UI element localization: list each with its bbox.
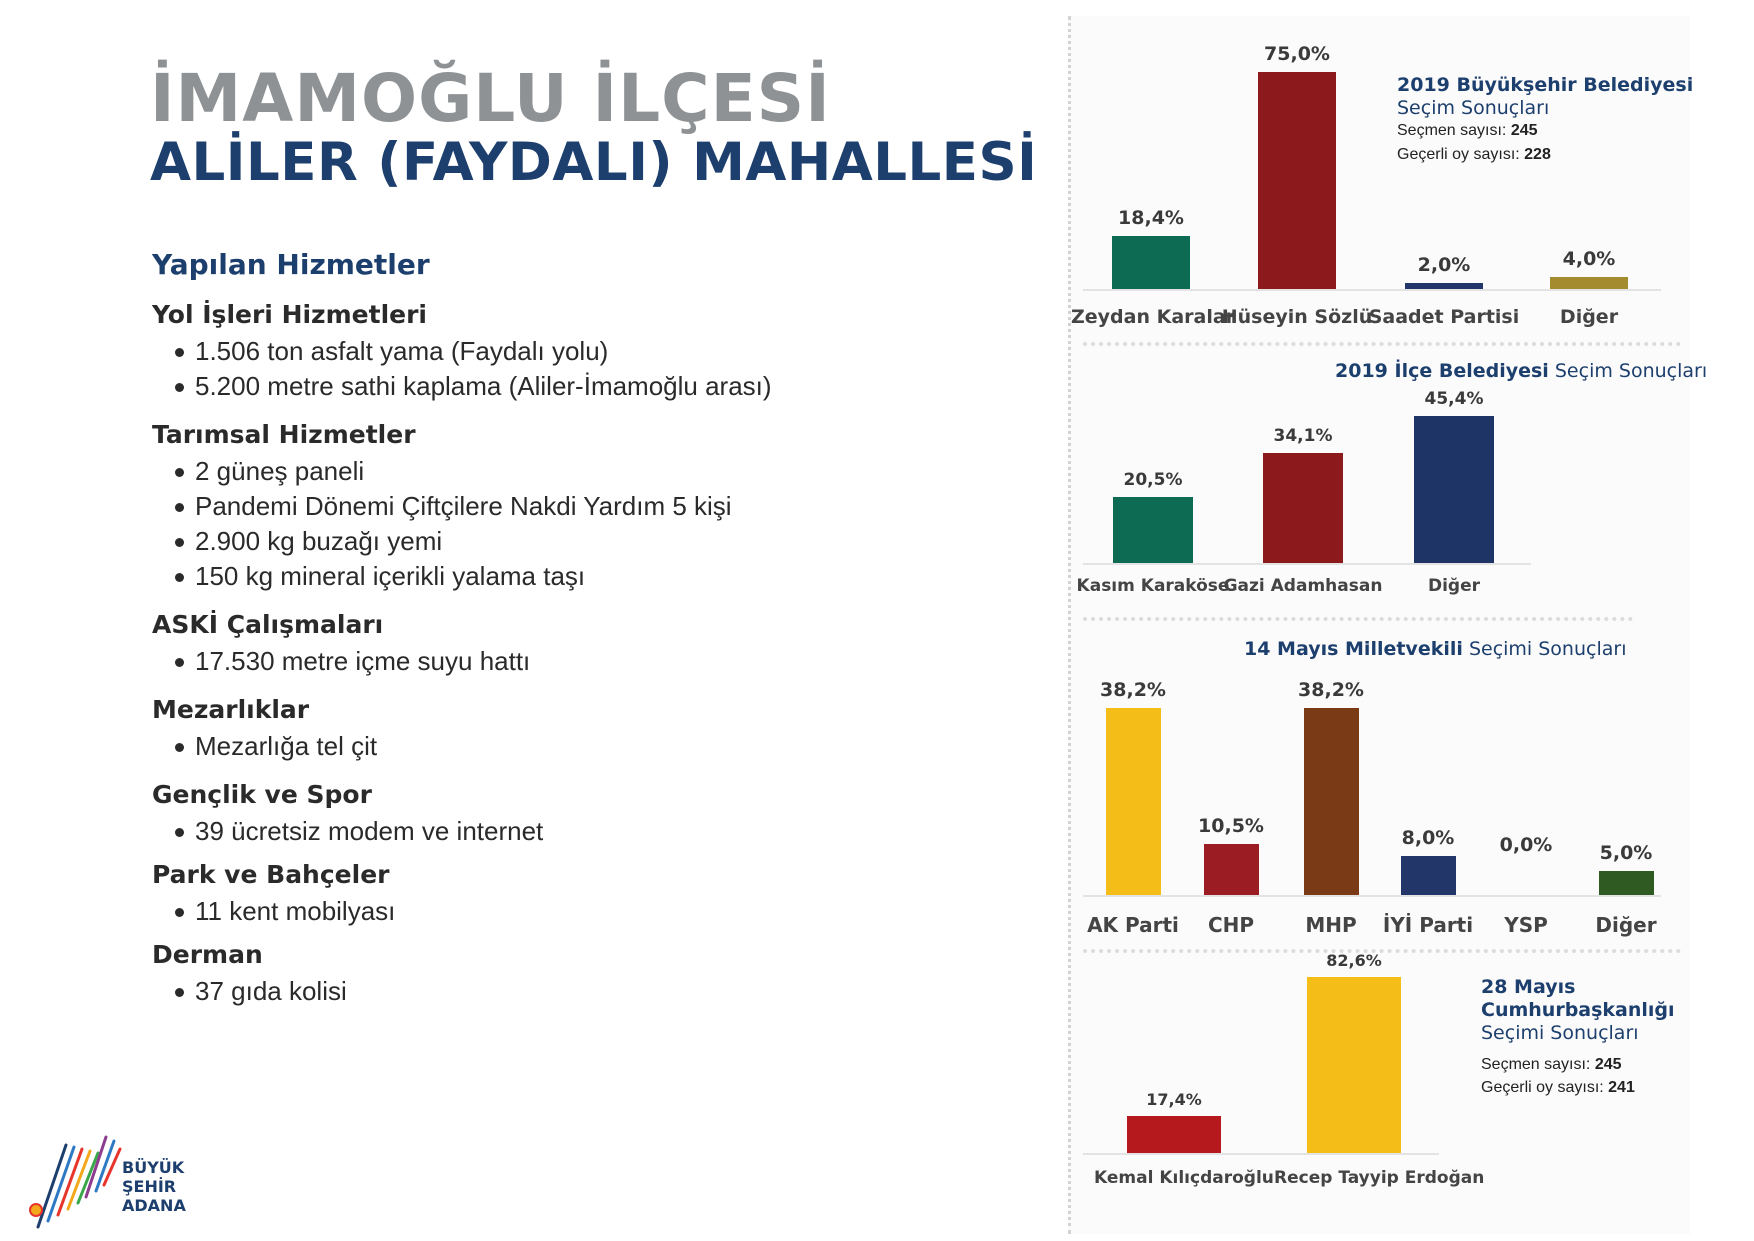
list-item: 5.200 metre sathi kaplama (Aliler-İmamoğlu arası) xyxy=(152,369,952,404)
category-label: Diğer xyxy=(1595,913,1657,937)
logo-line: BÜYÜK xyxy=(122,1158,185,1177)
chart-baseline xyxy=(1083,1153,1439,1155)
valid-value: 228 xyxy=(1524,146,1551,163)
logo-text xyxy=(122,1158,186,1215)
list-item: Mezarlığa tel çit xyxy=(152,729,952,764)
category-label: Zeydan Karalar xyxy=(1071,306,1236,328)
chart1-title-rest: Seçim Sonuçları xyxy=(1397,97,1550,119)
data-label: 8,0% xyxy=(1401,827,1455,849)
chart-bar xyxy=(1106,708,1161,895)
page-title: İMAMOĞLU İLÇESİ xyxy=(150,60,831,137)
chart4-valid xyxy=(1481,1079,1635,1097)
chart-bar xyxy=(1258,72,1336,289)
chart2-title-rest: Seçim Sonuçları xyxy=(1554,360,1708,382)
list-item: 2 güneş paneli xyxy=(152,454,952,489)
service-category xyxy=(152,776,952,849)
chart4-title-line1: 28 Mayıs xyxy=(1481,976,1576,998)
chart-bar xyxy=(1307,977,1401,1153)
chart3-title-bold: 14 Mayıs Milletvekili xyxy=(1244,638,1463,660)
chart-bar xyxy=(1204,844,1259,895)
chart3-title xyxy=(1244,638,1626,660)
category-title: ASKİ Çalışmaları xyxy=(152,610,384,639)
data-label: 20,5% xyxy=(1123,470,1183,490)
valid-value: 241 xyxy=(1608,1079,1635,1096)
data-label: 4,0% xyxy=(1562,248,1616,270)
chart-bar xyxy=(1405,283,1483,289)
service-category xyxy=(152,691,952,764)
category-label: Diğer xyxy=(1559,306,1619,328)
chart4-title-line2: Cumhurbaşkanlığı xyxy=(1481,999,1675,1021)
list-item: 11 kent mobilyası xyxy=(152,894,952,929)
data-label: 75,0% xyxy=(1264,43,1330,65)
data-label: 38,2% xyxy=(1298,679,1364,701)
data-label: 10,5% xyxy=(1198,815,1264,837)
category-title: Tarımsal Hizmetler xyxy=(152,420,416,449)
services-list xyxy=(152,248,952,1009)
category-label: Hüseyin Sözlü xyxy=(1221,306,1373,328)
data-label: 38,2% xyxy=(1100,679,1166,701)
category-label: Saadet Partisi xyxy=(1368,306,1520,328)
chart4-title-rest: Seçimi Sonuçları xyxy=(1481,1022,1639,1044)
chart-bar xyxy=(1113,497,1193,563)
service-category xyxy=(152,936,952,1009)
category-label: YSP xyxy=(1504,913,1548,937)
service-category xyxy=(152,416,952,594)
category-title: Yol İşleri Hizmetleri xyxy=(152,300,427,329)
chart-baseline xyxy=(1083,289,1661,291)
category-label: CHP xyxy=(1207,913,1255,937)
chart4-voters xyxy=(1481,1056,1622,1074)
chart-bar xyxy=(1112,236,1190,289)
data-label: 17,4% xyxy=(1146,1090,1202,1109)
divider xyxy=(1083,342,1681,346)
category-title: Mezarlıklar xyxy=(152,695,310,724)
list-item: 150 kg mineral içerikli yalama taşı xyxy=(152,559,952,594)
logo-line: ŞEHİR xyxy=(122,1177,177,1196)
divider xyxy=(1083,617,1633,621)
data-label: 34,1% xyxy=(1273,426,1333,446)
election-results-panel xyxy=(1068,16,1708,1234)
chart4-title xyxy=(1481,976,1675,1045)
category-title: Park ve Bahçeler xyxy=(152,860,390,889)
voters-label: Seçmen sayısı: xyxy=(1481,1056,1591,1073)
category-label: Kasım Karaköse xyxy=(1076,576,1230,596)
data-label: 82,6% xyxy=(1326,951,1382,970)
list-item: 37 gıda kolisi xyxy=(152,974,952,1009)
chart3-title-rest: Seçimi Sonuçları xyxy=(1468,638,1627,660)
chart2-title-bold: 2019 İlçe Belediyesi xyxy=(1335,360,1549,382)
category-label: İYİ Parti xyxy=(1382,913,1474,937)
data-label: 2,0% xyxy=(1417,254,1471,276)
voters-value: 245 xyxy=(1594,1056,1622,1073)
list-item: 39 ücretsiz modem ve internet xyxy=(152,814,952,849)
valid-label: Geçerli oy sayısı: xyxy=(1481,1079,1604,1096)
services-heading: Yapılan Hizmetler xyxy=(152,248,430,281)
chart-baseline xyxy=(1083,895,1661,897)
chart-bar xyxy=(1127,1116,1221,1153)
valid-label: Geçerli oy sayısı: xyxy=(1397,146,1520,163)
chart2-title xyxy=(1335,360,1707,382)
chart1-voters xyxy=(1397,122,1538,140)
category-label: Gazi Adamhasan xyxy=(1223,576,1383,596)
logo-line: ADANA xyxy=(122,1196,186,1215)
data-label: 5,0% xyxy=(1599,842,1653,864)
list-item: 1.506 ton asfalt yama (Faydalı yolu) xyxy=(152,334,952,369)
data-label: 0,0% xyxy=(1499,834,1553,856)
chart1-title xyxy=(1397,74,1693,96)
service-category xyxy=(152,606,952,679)
category-label: Diğer xyxy=(1427,576,1481,596)
category-label: Kemal Kılıçdaroğlu xyxy=(1094,1168,1274,1188)
chart1-valid xyxy=(1397,146,1551,164)
voters-value: 245 xyxy=(1510,122,1538,139)
data-label: 18,4% xyxy=(1118,207,1184,229)
chart-bar xyxy=(1599,871,1654,895)
list-item: Pandemi Dönemi Çiftçilere Nakdi Yardım 5 kişi xyxy=(152,489,952,524)
list-item: 17.530 metre içme suyu hattı xyxy=(152,644,952,679)
category-title: Derman xyxy=(152,940,263,969)
category-title: Gençlik ve Spor xyxy=(152,780,372,809)
service-category xyxy=(152,296,952,404)
voters-label: Seçmen sayısı: xyxy=(1397,122,1507,139)
chart-bar xyxy=(1263,453,1343,563)
page-subtitle: ALİLER (FAYDALI) MAHALLESİ xyxy=(150,132,1038,193)
list-item: 2.900 kg buzağı yemi xyxy=(152,524,952,559)
category-label: MHP xyxy=(1305,913,1357,937)
chart1-title-bold: 2019 Büyükşehir Belediyesi xyxy=(1397,74,1694,96)
category-label: AK Parti xyxy=(1087,913,1179,937)
chart-baseline xyxy=(1083,563,1531,565)
service-category xyxy=(152,856,952,929)
chart-bar xyxy=(1401,856,1456,895)
chart-bar xyxy=(1414,416,1494,563)
category-label: Recep Tayyip Erdoğan xyxy=(1274,1168,1485,1188)
chart-bar xyxy=(1550,277,1628,289)
data-label: 45,4% xyxy=(1424,389,1484,409)
chart-bar xyxy=(1304,708,1359,895)
